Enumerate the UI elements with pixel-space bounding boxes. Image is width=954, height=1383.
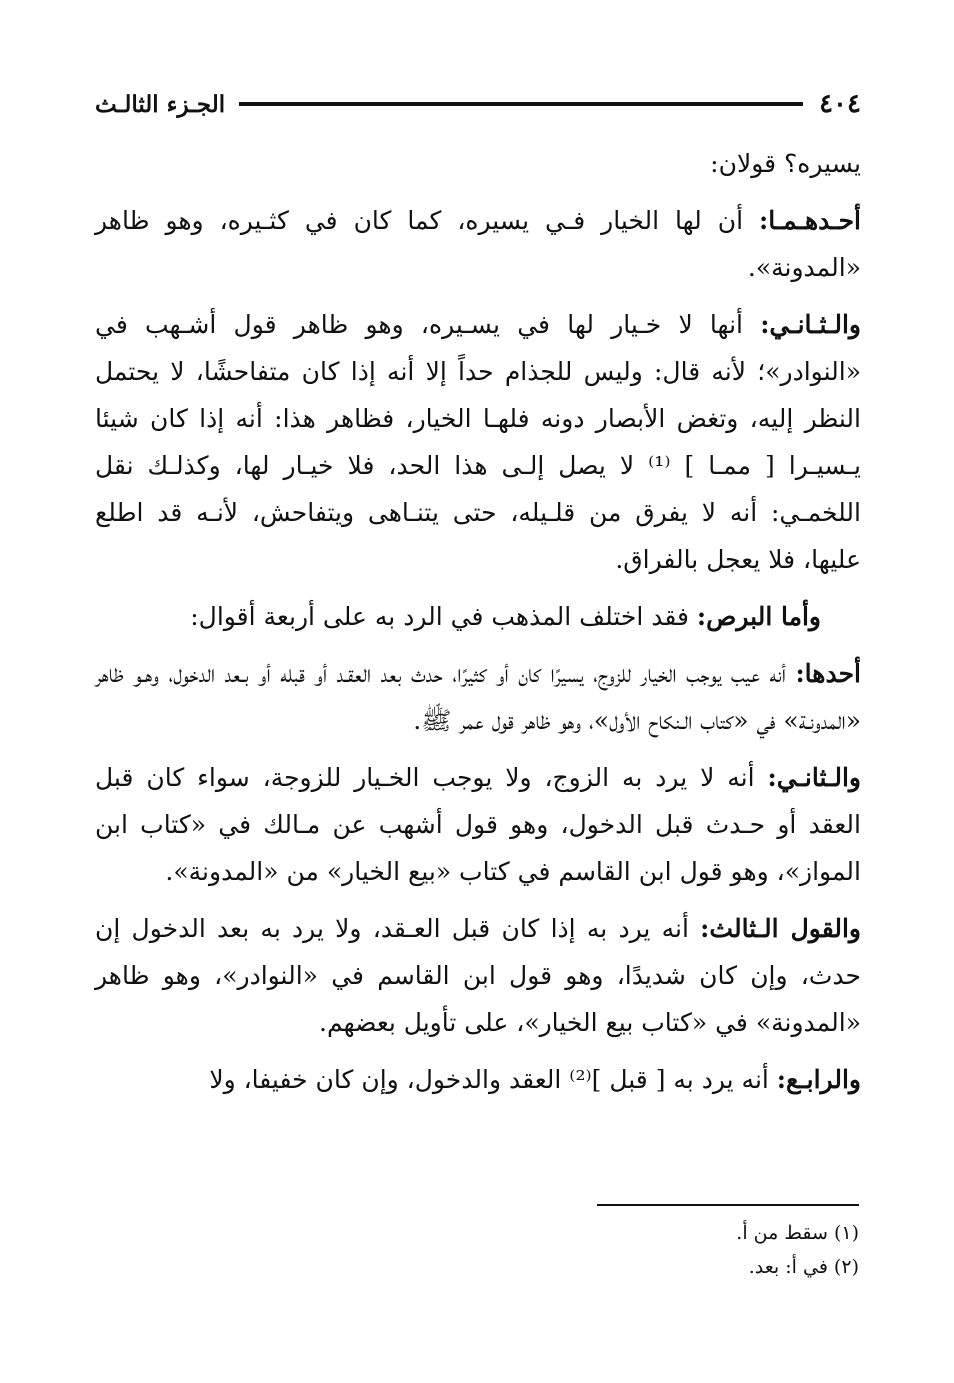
footnote-rule — [597, 1204, 859, 1206]
header-rule — [239, 102, 803, 106]
paragraph-text: أنه عيب يوجب الخيار للزوج، يسيرًا كان أو كثيرًا، حدث بعد العقـد أو قبله أو بـعد الدخول، وهـو ظاهر «المدونـة» في «كتاب الـنكاح الأول»، وهو ظاهر قول عمر ﷺ. — [95, 659, 861, 735]
paragraph-lead: أحـدهـمـا: — [759, 206, 861, 235]
paragraph-lead: والـثانـي: — [767, 763, 861, 792]
paragraph-text: أنه يرد به إذا كان قبل العـقد، ولا يرد به بعد الدخول إن حدث، وإن كان شديدًا، وهو قول ابن القاسم في «النوادر»، وهو ظاهر «المدونة» في «كتاب بيع الخيار»، على تأويل بعضهم. — [95, 914, 861, 1037]
paragraph — [95, 593, 861, 640]
paragraph — [95, 197, 861, 291]
paragraph-text: أنه يرد به [ قبل ]⁽²⁾ العقد والدخول، وإن كان خفيفا، ولا — [209, 1065, 777, 1094]
paragraph — [95, 1056, 861, 1103]
paragraph-text: يسيره؟ قولان: — [710, 149, 861, 178]
paragraph-text: أنه لا يرد به الزوج، ولا يوجب الخـيار للزوجة، سواء كان قبل العقد أو حـدث قبل الدخول، وهو قول أشهب عن مـالك في «كتاب ابن المواز»، وهو قول ابن القاسم في كتاب «بيع الخيار» من «المدونة». — [95, 763, 861, 886]
body-text — [95, 140, 861, 1113]
footnote: (١) سقط من أ. — [736, 1222, 859, 1244]
paragraph — [95, 140, 861, 187]
paragraph-text: أن لها الخيار فـي يسيره، كما كان في كثـيره، وهو ظاهر «المدونة». — [95, 206, 861, 282]
footnote: (٢) في أ: بعد. — [748, 1256, 859, 1278]
paragraph-text: أنها لا خـيار لها في يسـيره، وهو ظاهر قول أشـهب في «النوادر»؛ لأنه قال: وليس للجذام حداً إلا أنه إذا كان متفاحشًا، لا يحتمل النظر إليه، وتغض الأبصار دونه فلهـا الخيار، فظاهر هذا: أنه إذا كان شيئا يـسيـرا [ ممـا ] ⁽¹⁾ لا يصل إلـى هذا الحد، فلا خيـار لها، وكذلـك نقل اللخمـي: أنه لا يفرق من قلـيله، حتى يتنـاهى ويتفاحش، لأنـه قد اطلع عليها، فلا يعجل بالفراق. — [95, 310, 861, 574]
paragraph-lead: والرابـع: — [776, 1065, 861, 1094]
page-header — [95, 86, 861, 122]
running-title: الجـزء الثالـث — [95, 90, 226, 118]
paragraph — [95, 301, 861, 583]
paragraph-text: فقد اختلف المذهب في الرد به على أربعة أقوال: — [190, 602, 697, 631]
paragraph-lead: أحدها: — [795, 659, 861, 688]
paragraph-lead: والقول الـثالث: — [700, 914, 861, 943]
paragraph-lead: وأما البرص: — [696, 602, 821, 631]
paragraph — [95, 754, 861, 895]
paragraph — [95, 650, 861, 744]
footnotes — [459, 1216, 859, 1284]
paragraph — [95, 905, 861, 1046]
page-number: ٤٠٤ — [819, 89, 861, 119]
paragraph-lead: والـثـانـي: — [760, 310, 861, 339]
